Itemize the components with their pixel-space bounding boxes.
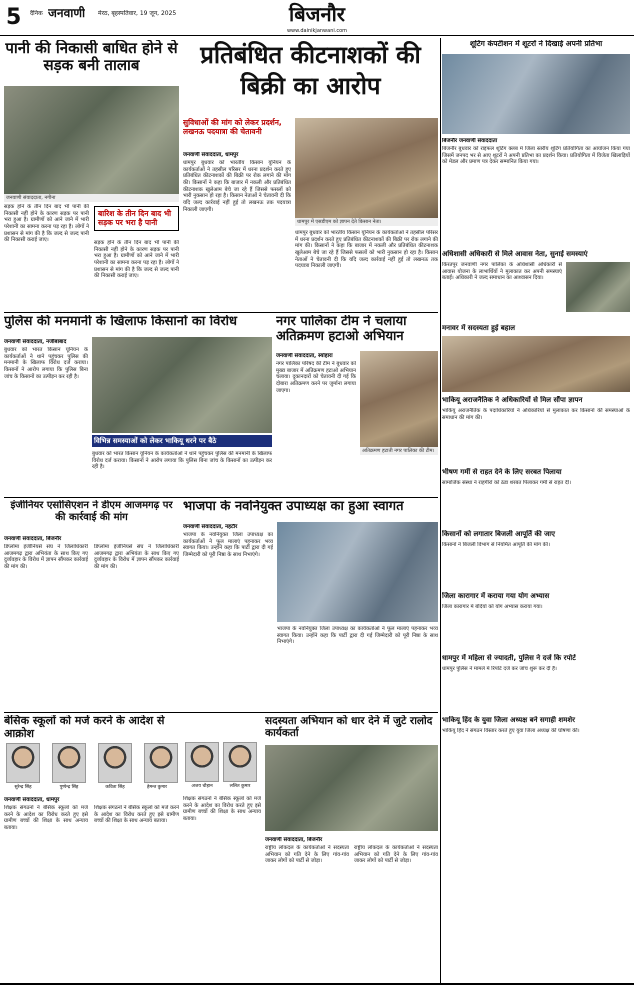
article-shooting xyxy=(442,40,630,250)
person-photo xyxy=(52,743,86,783)
article-photo xyxy=(442,54,630,134)
body-col1 xyxy=(4,204,89,310)
person-photo xyxy=(223,742,257,782)
body-text-2: राष्ट्रीय लोकदल के कार्यकर्ताओं ने सदस्यता अभियान को गति देने के लिए गांव-गांव जाकर लोगों को पार्टी से जोड़ा। xyxy=(354,845,438,865)
deck: सुविधाओं की मांग को लेकर प्रदर्शन, लखनऊ पदयात्रा की चेतावनी xyxy=(183,118,282,137)
body-text: किरतपुर जनवाणी नगर पालिका के अधिशासी अधिकारी से आवास योजना के लाभार्थियों ने मुलाकात कर अपनी समस्याएं बताईं। अधिकारी ने जल्द समाधान का आश्वासन दिया। xyxy=(442,262,562,282)
article-officials xyxy=(442,250,630,322)
masthead-rule xyxy=(0,35,634,36)
photo-caption: जनवाणी संवाददाता, नगीना xyxy=(4,194,179,202)
issue-info: मेरठ, बृहस्पतिवार, 19 जून, 2025 xyxy=(98,10,177,17)
byline: जनवाणी संवाददाता, नजीबाबाद xyxy=(4,339,67,345)
person-name: सुरेन्द्र सिंह xyxy=(14,785,32,790)
headline: अधिशासी अधिकारी से मिले आवास नेता, सुनाई समस्याएं xyxy=(442,250,588,258)
body-text: किसानों ने बिजली विभाग से नियमित आपूर्ति की मांग की। xyxy=(442,542,550,548)
person-name: ललित कुमार xyxy=(229,784,251,789)
article-photo xyxy=(360,351,438,447)
headline: पुलिस की मनमानी के खिलाफ किसानों का विरोध xyxy=(4,315,237,329)
section-rule xyxy=(4,712,438,713)
headline: मनावर में सदस्यता हुई बहाल xyxy=(442,324,516,332)
person-name: कविता सिंह xyxy=(105,785,125,790)
body-text-2: शिक्षक संगठनों ने बेसिक स्कूलों को मर्ज करने के आदेश का विरोध करते हुए इसे ग्रामीण बच्चों की शिक्षा के साथ अन्याय बताया। xyxy=(94,805,179,825)
headline: धामपुर में महिला से ज्यादती, पुलिस ने दर्ज कि रपोर्ट xyxy=(442,654,576,662)
body-text: डिप्लोमा इंजीनियर्स संघ ने जिलाधिकारी आजमगढ़ द्वारा अभियंता के साथ किए गए दुर्व्यवहार के विरोध में ज्ञापन सौंपकर कार्रवाई की मांग की। xyxy=(4,544,88,570)
body-text: सड़क होने के तीन दिन बाद भी पानी की निकासी नहीं होने के कारण सड़क पर पानी भरा हुआ है। ग्रामीणों को आने जाने में भारी परेशानी का सामना करना पड़ रहा है। लोगों ने प्रशासन से मांग की है कि जल्द से जल्द पानी की निकासी कराई जाए। xyxy=(4,204,89,244)
person-photo xyxy=(185,742,219,782)
person-photo xyxy=(144,743,178,783)
body-text-2: धामपुर बुधवार को भारतीय किसान यूनियन के कार्यकर्ताओं ने तहसील परिसर में धरना प्रदर्शन करते हुए प्रतिबंधित कीटनाशकों की बिक्री पर रोक लगाने की मांग की। किसानों ने कहा कि बाजार में नकली और प्रतिबंधित कीटनाशक खुलेआम बेचे जा रहे हैं जिससे फसलों को भारी नुकसान हो रहा है। किसान नेताओं ने चेतावनी दी कि यदि जल्द कार्रवाई नहीं हुई तो लखनऊ तक पदयात्रा निकाली जाएगी। xyxy=(295,230,438,270)
body-col2 xyxy=(94,240,179,310)
masthead xyxy=(0,0,634,36)
article-district xyxy=(442,592,630,652)
article-membership xyxy=(265,715,438,980)
schools-column-2 xyxy=(183,730,261,980)
subhead-box xyxy=(92,435,272,447)
headline: शूटिंग कंपटीशन में शूटरों ने दिखाई अपनी प्रतिभा xyxy=(469,40,603,48)
article-bjp xyxy=(183,500,438,710)
article-photo xyxy=(295,118,438,218)
person-photo xyxy=(98,743,132,783)
headline: किसानों को लगातार बिजली आपूर्ति की जाए xyxy=(442,530,555,538)
body-text: सड़क होने के तीन दिन बाद भी पानी की निकासी नहीं होने के कारण सड़क पर पानी भरा हुआ है। ग्रामीणों को आने जाने में भारी परेशानी का सामना करना पड़ रहा है। लोगों ने प्रशासन से मांग की है कि जल्द से जल्द पानी की निकासी कराई जाए। xyxy=(94,240,179,280)
body-text: भाजपा के नवनियुक्त जिला उपाध्यक्ष का कार्यकर्ताओं ने फूल मालाएं पहनाकर भव्य स्वागत किया। उन्होंने कहा कि पार्टी द्वारा दी गई जिम्मेदारी को पूरी निष्ठा के साथ निभाएंगे। xyxy=(183,532,273,558)
sub-headline: विभिन्न समस्याओं को लेकर भाकियू धरने पर बैठे xyxy=(94,437,217,445)
byline: बिजनौर जनवाणी संवाददाता xyxy=(442,138,498,144)
article-engineers xyxy=(4,500,179,710)
photo-caption: अतिक्रमण हटाती नगर पालिका की टीम। xyxy=(360,447,438,455)
headline: भाकियू अराजनैतिक ने अधिकारियों से मिल सौंपा ज्ञापन xyxy=(442,396,583,404)
column-rule xyxy=(440,38,441,983)
article-bhakiyu xyxy=(442,396,630,466)
page-number: 5 xyxy=(6,5,22,30)
body-text-2: बुधवार को भारत किसान यूनियन के कार्यकर्ताओं ने थाने पहुंचकर पुलिस की मनमानी के खिलाफ विरोध दर्ज कराया। किसानों ने आरोप लगाया कि पुलिस बिना जांच के किसानों का उत्पीड़न कर रही है। xyxy=(92,451,272,471)
footer-rule xyxy=(0,983,634,985)
headline: भीषण गर्मी से राहत देने के लिए सरबत पिलाया xyxy=(442,468,562,476)
headline: पानी की निकासी बाधित होने से सड़क बनी तालाब xyxy=(5,40,178,75)
brand-prefix: दैनिक xyxy=(30,10,43,17)
article-farmers xyxy=(442,530,630,590)
body-text: नगर पालिका परिषद की टीम ने बुधवार को मुख्य बाजार में अतिक्रमण हटाओ अभियान चलाया। दुकानदारों को चेतावनी दी गई कि दोबारा अतिक्रमण करने पर जुर्माना लगाया जाएगा। xyxy=(276,361,356,394)
edition-title: बिजनौर xyxy=(289,2,345,26)
person-photo xyxy=(6,743,40,783)
article-photo xyxy=(566,262,630,312)
headline: बेसिक स्कूलों को मर्ज करने के आदेश से आक्रोश xyxy=(4,715,165,740)
body-text: भाकियू अराजनैतिक के पदाधिकारियों ने अधिकारियों से मुलाकात कर किसानों की समस्याओं के समाधान की मांग की। xyxy=(442,408,630,421)
brand-name: जनवाणी xyxy=(48,6,86,20)
article-police xyxy=(4,315,272,495)
article-photo xyxy=(442,336,630,392)
byline: जनवाणी संवाददाता, स्योहारा xyxy=(276,353,333,359)
byline: जनवाणी संवाददाता, बिजनौर xyxy=(265,837,323,843)
body-text: सामाजिक संस्था ने राहगीरों को ठंडा शरबत पिलाकर गर्मी से राहत दी। xyxy=(442,480,571,486)
byline: जनवाणी संवाददाता, धामपुर xyxy=(183,152,239,158)
body-text-2: डिप्लोमा इंजीनियर्स संघ ने जिलाधिकारी आजमगढ़ द्वारा अभियंता के साथ किए गए दुर्व्यवहार के विरोध में ज्ञापन सौंपकर कार्रवाई की मांग की। xyxy=(94,544,179,570)
body-text: धामपुर बुधवार को भारतीय किसान यूनियन के कार्यकर्ताओं ने तहसील परिसर में धरना प्रदर्शन करते हुए प्रतिबंधित कीटनाशकों की बिक्री पर रोक लगाने की मांग की। किसानों ने कहा कि बाजार में नकली और प्रतिबंधित कीटनाशक खुलेआम बेचे जा रहे हैं जिससे फसलों को भारी नुकसान हो रहा है। किसान नेताओं ने चेतावनी दी कि यदि जल्द कार्रवाई नहीं हुई तो लखनऊ तक पदयात्रा निकाली जाएगी। xyxy=(183,160,291,213)
article-encroachment xyxy=(276,315,438,495)
article-photo xyxy=(277,522,438,622)
sub-headline: बारिश के तीन दिन बाद भी सड़क पर भरा है पानी xyxy=(98,209,172,227)
byline: जनवाणी संवाददाता, धामपुर xyxy=(4,797,60,803)
article-fire xyxy=(442,468,630,528)
article-photo xyxy=(92,337,272,433)
headline: जिला कारागार में कराया गया योग अभ्यास xyxy=(442,592,550,600)
article-mandawar xyxy=(442,324,630,394)
body-text: बुधवार को भारत किसान यूनियन के कार्यकर्ताओं ने थाने पहुंचकर पुलिस की मनमानी के खिलाफ विरोध दर्ज कराया। किसानों ने आरोप लगाया कि पुलिस बिना जांच के किसानों का उत्पीड़न कर रही है। xyxy=(4,347,88,380)
person-name: हेमन्त कुमार xyxy=(146,785,168,790)
body-text: बिजनौर बुधवार को राइफल शूटिंग क्लब में जिला स्तरीय शूटिंग प्रतियोगिता का आयोजन किया गया जिसमें जनपद भर से आए शूटरों ने अपनी प्रतिभा का प्रदर्शन किया। प्रतियोगिता में विजेता खिलाड़ियों को मेडल और प्रमाण पत्र देकर सम्मानित किया गया। xyxy=(442,146,630,166)
body-text: शिक्षक संगठनों ने बेसिक स्कूलों को मर्ज करने के आदेश का विरोध करते हुए इसे ग्रामीण बच्चों की शिक्षा के साथ अन्याय बताया। xyxy=(4,805,88,831)
person-name: अजय चौहान xyxy=(191,784,213,789)
article-dhampur xyxy=(442,654,630,714)
headline: सदस्यता अभियान को धार देने में जुटे रालोद कार्यकर्ता xyxy=(265,715,433,740)
article-water xyxy=(4,40,179,310)
section-rule xyxy=(4,312,438,313)
website: www.dainikjanwani.com xyxy=(286,28,348,34)
article-photo xyxy=(4,86,179,194)
subhead-box xyxy=(94,206,179,231)
body-text: भाकियू हिंद ने संगठन विस्तार करते हुए युवा जिला अध्यक्ष की घोषणा की। xyxy=(442,728,580,734)
headline: भाजपा के नवनियुक्त उपाध्यक्ष का हुआ स्वागत xyxy=(183,500,404,514)
headline: भाकियू हिंद के युवा जिला अध्यक्ष बने सगाही शमशेर xyxy=(442,716,575,724)
body-text: धामपुर पुलिस ने मामले में रिपोर्ट दर्ज कर जांच शुरू कर दी है। xyxy=(442,666,557,672)
body-text: शिक्षक संगठनों ने बेसिक स्कूलों को मर्ज करने के आदेश का विरोध करते हुए इसे ग्रामीण बच्चों की शिक्षा के साथ अन्याय बताया। xyxy=(183,796,261,822)
body-text-2: भाजपा के नवनियुक्त जिला उपाध्यक्ष का कार्यकर्ताओं ने फूल मालाएं पहनाकर भव्य स्वागत किया। उन्होंने कहा कि पार्टी द्वारा दी गई जिम्मेदारी को पूरी निष्ठा के साथ निभाएंगे। xyxy=(277,626,438,646)
byline: जनवाणी संवाददाता, नहटौर xyxy=(183,524,238,530)
article-schools xyxy=(4,715,179,980)
section-rule xyxy=(4,497,438,498)
body-text: जिला कारागार में बंदियों को योग अभ्यास कराया गया। xyxy=(442,604,543,610)
article-pesticide xyxy=(183,40,438,310)
article-youth xyxy=(442,716,630,776)
body-text: राष्ट्रीय लोकदल के कार्यकर्ताओं ने सदस्यता अभियान को गति देने के लिए गांव-गांव जाकर लोगों को पार्टी से जोड़ा। xyxy=(265,845,349,865)
byline: जनवाणी संवाददाता, बिजनौर xyxy=(4,536,62,542)
headline: नगर पालिका टीम ने चलाया अतिक्रमण हटाओ अभियान xyxy=(276,315,407,344)
person-name: पुष्पेन्द्र सिंह xyxy=(59,785,79,790)
article-photo xyxy=(265,745,438,831)
photo-caption: धामपुर में एसडीएम को ज्ञापन देते किसान नेता। xyxy=(295,218,438,226)
headline: इंजीनियर एसोसिएशन ने डीएम आजमगढ़ पर की कार्रवाई की मांग xyxy=(10,500,173,523)
headline: प्रतिबंधित कीटनाशकों की बिक्री का आरोप xyxy=(200,41,421,101)
